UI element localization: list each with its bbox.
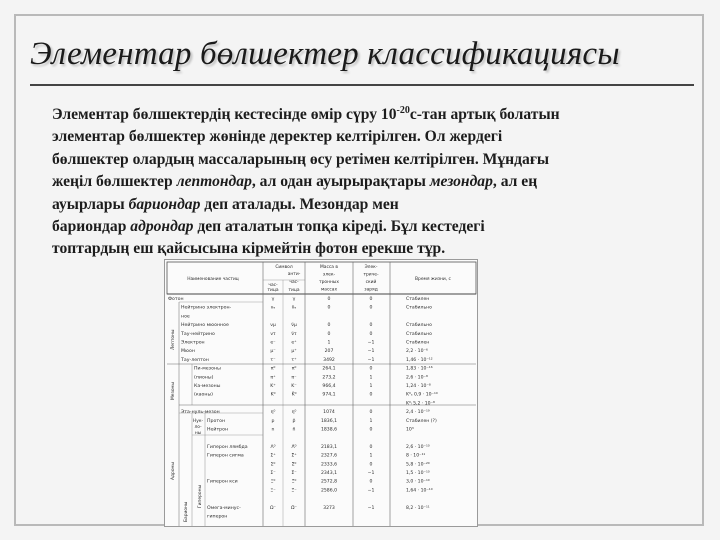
row-particle: Ξ⁻ xyxy=(270,488,276,494)
group-label: Гипероны xyxy=(198,485,203,508)
row-lifetime: 2,6 · 10⁻⁸ xyxy=(406,375,428,381)
text-run: , ал ең xyxy=(492,173,538,191)
text-run: ауырлары xyxy=(52,195,129,213)
text-run: деп аталатын топқа кіреді. Бұл кестедегі xyxy=(193,218,485,236)
paragraph-line xyxy=(52,216,697,238)
row-antiparticle: Ξ̃⁰ xyxy=(291,479,297,485)
row-particle: n xyxy=(271,427,275,433)
row-name: Нейтрино электрон- xyxy=(181,305,232,311)
row-particle: Ω⁻ xyxy=(270,505,276,511)
row-mass: 273,2 xyxy=(322,375,336,381)
slide-title: Элементар бөлшектер классификациясы xyxy=(30,36,620,72)
row-mass: 3492 xyxy=(323,357,335,363)
row-charge: 0 xyxy=(369,323,373,329)
row-mass: 974,1 xyxy=(322,392,336,398)
row-mass: 966,4 xyxy=(322,384,336,389)
row-name: Нейтрон xyxy=(207,427,229,433)
row-charge: −1 xyxy=(367,357,375,363)
row-lifetime: 5,8 · 10⁻²⁰ xyxy=(406,462,430,468)
row-antiparticle: π⁰ xyxy=(291,366,297,372)
paragraph-line xyxy=(52,149,697,171)
row-mass: 2572,8 xyxy=(320,479,338,485)
row-antiparticle: π⁻ xyxy=(291,375,297,381)
row-particle: τ⁻ xyxy=(270,357,276,363)
row-particle: π⁺ xyxy=(270,375,276,381)
paragraph-line xyxy=(52,194,697,216)
row-lifetime: 2,4 · 10⁻¹⁹ xyxy=(406,410,430,416)
header-symbol-anti: анти- xyxy=(287,272,301,277)
text-run: с-тан артық болатын xyxy=(409,106,560,123)
group-label: ло- xyxy=(194,425,202,430)
row-lifetime: 2,2 · 10⁻⁶ xyxy=(406,349,428,355)
row-lifetime: Стабильно xyxy=(406,305,432,311)
row-charge: 0 xyxy=(369,366,373,372)
group-label: Нук- xyxy=(192,419,204,424)
row-mass: 2327,6 xyxy=(320,453,338,459)
row-mass: 207 xyxy=(324,349,334,355)
row-charge: 1 xyxy=(369,384,373,389)
row-particle: π⁰ xyxy=(270,366,276,372)
row-particle: νμ xyxy=(270,323,276,329)
row-name: Гиперон лямбда xyxy=(207,444,248,450)
row-name: ное xyxy=(181,314,190,320)
row-particle: p xyxy=(271,418,275,424)
row-mass: 2343,1 xyxy=(320,471,338,476)
row-charge: −1 xyxy=(367,471,375,476)
row-charge: −1 xyxy=(367,349,375,355)
row-lifetime: K⁰ₗ 5,2 · 10⁻⁸ xyxy=(406,401,435,407)
row-antiparticle: Λ̃⁰ xyxy=(291,444,297,450)
paragraph-line xyxy=(52,238,697,260)
row-charge: 0 xyxy=(369,392,373,398)
row-lifetime: 10³ xyxy=(406,427,414,433)
row-lifetime: 1,46 · 10⁻¹² xyxy=(406,357,433,363)
row-charge: 0 xyxy=(369,410,373,416)
paragraph-line xyxy=(52,126,697,148)
header-lifetime: Время жизни, с xyxy=(415,277,451,282)
row-name: Ка-мезоны xyxy=(194,384,221,389)
paragraph-line xyxy=(52,171,697,193)
row-mass: 1 xyxy=(327,340,331,346)
row-name: (пионы) xyxy=(194,375,214,381)
row-name: Тау-нейтрино xyxy=(181,331,215,337)
exponent: -20 xyxy=(396,104,410,116)
row-mass: 0 xyxy=(327,297,331,302)
row-particle: μ⁻ xyxy=(270,349,276,355)
row-antiparticle: Σ̃⁺ xyxy=(291,453,297,459)
row-mass: 1836,1 xyxy=(320,418,338,424)
header-symbol-particle: тица xyxy=(267,288,279,293)
text-run: деп аталады. Мезондар мен xyxy=(200,195,399,213)
row-antiparticle: ν̃τ xyxy=(291,331,297,337)
header-charge: триче- xyxy=(363,272,379,278)
row-particle: e⁻ xyxy=(270,340,276,346)
row-lifetime: 1,83 · 10⁻¹⁶ xyxy=(406,366,433,372)
row-antiparticle: Ω̃⁻ xyxy=(291,505,297,511)
row-particle: Σ⁺ xyxy=(270,453,276,459)
group-label: Лептоны xyxy=(171,329,176,350)
row-antiparticle: K̃⁰ xyxy=(291,392,297,398)
row-charge: 0 xyxy=(369,444,373,450)
row-mass: 2586,0 xyxy=(320,488,338,494)
header-symbol: Символ xyxy=(275,265,293,270)
row-particle: Λ⁰ xyxy=(270,444,276,450)
row-particle: K⁰ xyxy=(270,392,276,398)
row-lifetime: 1,5 · 10⁻¹⁰ xyxy=(406,471,430,476)
text-run: Элементар бөлшектердің кестесінде өмір сүру 10 xyxy=(52,106,397,123)
row-lifetime: 8,2 · 10⁻¹¹ xyxy=(406,505,430,511)
text-run: жеңіл бөлшектер xyxy=(52,173,177,191)
header-mass: тронных xyxy=(319,280,339,285)
row-particle: η⁰ xyxy=(270,410,276,416)
header-mass: элек- xyxy=(322,272,336,278)
row-lifetime: Стабильно xyxy=(406,331,432,337)
text-run: , ал одан ауырырақтары xyxy=(251,173,430,191)
group-label: Адроны xyxy=(171,462,176,480)
group-label: Барионы xyxy=(184,501,189,522)
text-run: бөлшектер олардың массаларының өсу ретімен келтірілген. Мұндағы xyxy=(52,150,550,168)
italic-term: лептондар xyxy=(176,173,252,191)
text-run: бариондар xyxy=(52,218,131,236)
row-lifetime: Стабилен xyxy=(406,297,430,302)
row-particle: Σ⁰ xyxy=(270,462,276,468)
row-name: (каоны) xyxy=(194,392,213,398)
row-name: Протон xyxy=(207,418,226,424)
row-lifetime: Стабилен xyxy=(406,340,430,346)
row-antiparticle: ν̃ₑ xyxy=(291,305,297,311)
italic-term: мезондар xyxy=(429,173,493,191)
row-name: Омега-минус- xyxy=(207,505,241,511)
row-mass: 1074 xyxy=(323,410,335,416)
row-mass: 3273 xyxy=(323,505,335,511)
row-antiparticle: ν̃μ xyxy=(291,323,297,329)
row-charge: 1 xyxy=(369,418,373,424)
row-name: Гиперон кси xyxy=(207,479,238,485)
row-charge: 0 xyxy=(369,297,373,302)
italic-term: адрондар xyxy=(130,218,194,236)
row-lifetime: 3,0 · 10⁻¹⁰ xyxy=(406,479,430,485)
row-mass: 0 xyxy=(327,331,331,337)
row-antiparticle: Σ̃⁻ xyxy=(291,471,297,476)
row-particle: K⁺ xyxy=(270,384,276,389)
header-charge: ский xyxy=(365,280,377,285)
header-mass: Масса в xyxy=(320,265,338,270)
row-mass: 1838,6 xyxy=(320,427,338,433)
row-lifetime: Стабильно xyxy=(406,323,432,329)
row-charge: −1 xyxy=(367,488,375,494)
row-lifetime: 1,64 · 10⁻¹⁰ xyxy=(406,488,433,494)
row-mass: 2183,1 xyxy=(320,444,338,450)
title-underline xyxy=(30,84,694,86)
row-name: Гиперон сигма xyxy=(207,453,244,459)
text-run: элементар бөлшектер жөнінде деректер келтірілген. Ол жердегі xyxy=(52,128,503,146)
row-name: Фотон xyxy=(168,297,184,302)
row-mass: 0 xyxy=(327,305,331,311)
row-antiparticle: ñ xyxy=(292,427,296,433)
group-label: ны xyxy=(194,431,202,436)
row-lifetime: 2,6 · 10⁻¹⁰ xyxy=(406,444,430,450)
header-symbol-particle: час- xyxy=(268,283,278,288)
row-antiparticle: μ⁺ xyxy=(291,349,297,355)
row-charge: −1 xyxy=(367,340,375,346)
row-particle: γ xyxy=(271,297,275,302)
row-lifetime: 8 · 10⁻¹¹ xyxy=(406,453,426,459)
row-mass: 0 xyxy=(327,323,331,329)
header-name: Наименование частиц xyxy=(187,277,239,282)
row-antiparticle: p̃ xyxy=(292,418,296,424)
row-name: Тау-лептон xyxy=(181,357,209,363)
row-antiparticle: Σ̃⁰ xyxy=(291,462,297,468)
row-charge: 0 xyxy=(369,427,373,433)
body-paragraph xyxy=(52,104,697,261)
row-charge: 0 xyxy=(369,479,373,485)
row-charge: 0 xyxy=(369,305,373,311)
row-particle: Σ⁻ xyxy=(270,471,276,476)
particle-table-image xyxy=(164,259,478,527)
row-lifetime: Стабилен (?) xyxy=(406,418,437,424)
header-charge: заряд xyxy=(364,287,378,293)
row-name: Электрон xyxy=(181,340,205,346)
text-run: топтардың еш қайсысына кірмейтін фотон ерекше тұр. xyxy=(52,240,446,258)
particle-table xyxy=(165,260,478,527)
row-mass: 264,1 xyxy=(322,366,336,372)
row-particle: Ξ⁰ xyxy=(270,479,276,485)
header-mass: массах xyxy=(320,287,338,293)
row-antiparticle: η⁰ xyxy=(291,410,297,416)
row-lifetime: K⁰ₛ 0,9 · 10⁻¹⁰ xyxy=(406,392,438,398)
row-antiparticle: γ xyxy=(292,297,296,302)
header-charge: Элек- xyxy=(364,265,378,270)
row-name: Эта-нуль-мезон xyxy=(181,410,220,416)
header-symbol-anti: тица xyxy=(288,288,300,293)
row-lifetime: 1,24 · 10⁻⁸ xyxy=(406,384,431,389)
row-charge: 1 xyxy=(369,453,373,459)
row-name: Нейтрино мюонное xyxy=(181,323,229,329)
italic-term: бариондар xyxy=(128,195,201,213)
row-antiparticle: e⁺ xyxy=(291,340,297,346)
group-label: Мезоны xyxy=(171,382,176,400)
row-antiparticle: Ξ̃⁻ xyxy=(291,488,297,494)
row-charge: 1 xyxy=(369,375,373,381)
paragraph-line xyxy=(52,104,697,126)
row-charge: −1 xyxy=(367,505,375,511)
row-mass: 2333,6 xyxy=(320,462,338,468)
row-name: Мюон xyxy=(181,349,195,355)
row-name: Пи-мезоны xyxy=(194,366,221,372)
row-charge: 0 xyxy=(369,331,373,337)
header-symbol-anti: час- xyxy=(289,280,299,285)
row-antiparticle: τ⁺ xyxy=(291,357,297,363)
row-name: гиперон xyxy=(207,514,228,520)
row-charge: 0 xyxy=(369,462,373,468)
row-particle: νₑ xyxy=(270,305,276,311)
row-antiparticle: K⁻ xyxy=(291,384,297,389)
row-particle: ντ xyxy=(270,331,276,337)
